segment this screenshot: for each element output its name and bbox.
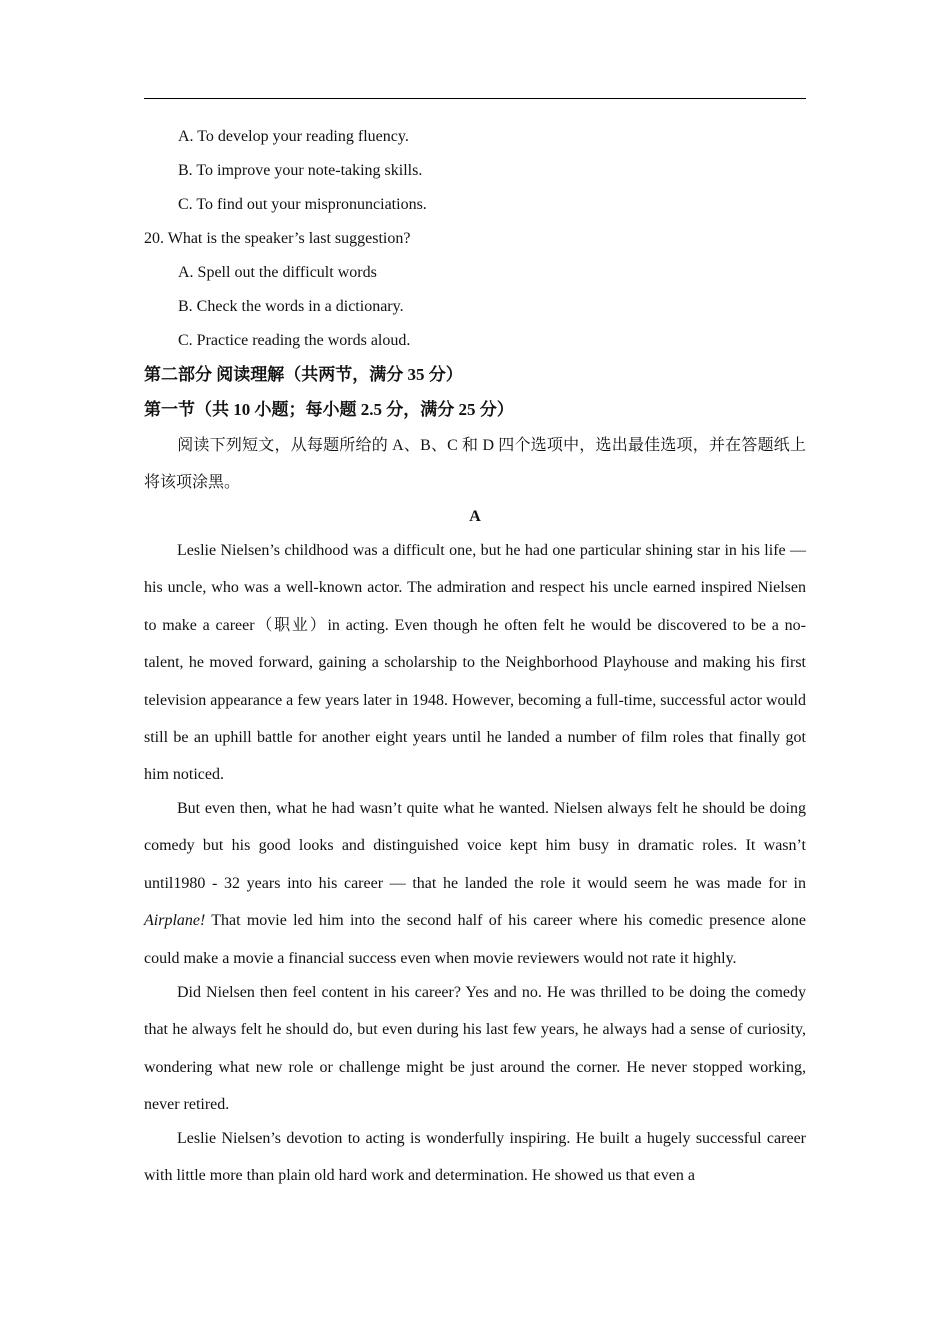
section1-title: 第一节（共 10 小题；每小题 2.5 分，满分 25 分） xyxy=(144,400,514,419)
header-rule xyxy=(144,98,806,99)
q20-option-b: B. Check the words in a dictionary. xyxy=(178,298,404,315)
paragraph-2-text-b: That movie led him into the second half of his career where his comedic presence alone could make a movie a financial success even when movie reviewers would not rate it highly. xyxy=(144,912,806,967)
q19-option-b: B. To improve your note-taking skills. xyxy=(178,162,423,179)
passage-paragraph-4 xyxy=(144,1120,806,1195)
paragraph-2-text-a: But even then, what he had wasn’t quite what he wanted. Nielsen always felt he should be doing comedy but his good looks and distinguished voice kept him busy in dramatic roles. It wasn’t until1980 - 32 years into his career — that he landed the role it would seem he was made for in xyxy=(144,800,806,892)
q19-option-c: C. To find out your mispronunciations. xyxy=(178,196,427,213)
paragraph-4-text: Leslie Nielsen’s devotion to acting is wonderfully inspiring. He built a hugely successful career with little more than plain old hard work and determination. He showed us that even a xyxy=(144,1130,806,1185)
part2-title: 第二部分 阅读理解（共两节，满分 35 分） xyxy=(144,365,463,384)
instruction-text: 阅读下列短文，从每题所给的 A、B、C 和 D 四个选项中，选出最佳选项，并在答题纸上将该项涂黑。 xyxy=(144,437,806,491)
paragraph-1-text: Leslie Nielsen’s childhood was a difficult one, but he had one particular shining star in his life — his uncle, who was a well-known actor. The admiration and respect his uncle earned inspired Nielsen to make a career（职业）in acting. Even though he often felt he would be discovered to be a no-talent, he moved forward, gaining a scholarship to the Neighborhood Playhouse and making his first television appearance a few years later in 1948. However, becoming a full-time, successful actor would still be an uphill battle for another eight years until he landed a number of film roles that finally got him noticed. xyxy=(144,542,806,784)
instruction-paragraph xyxy=(144,427,806,501)
passage-paragraph-3 xyxy=(144,974,806,1124)
passage-paragraph-1 xyxy=(144,532,806,794)
movie-title: Airplane! xyxy=(144,912,206,930)
passage-paragraph-2 xyxy=(144,790,806,977)
q20-option-c: C. Practice reading the words aloud. xyxy=(178,332,411,349)
q20-question: 20. What is the speaker’s last suggestion? xyxy=(144,230,411,247)
paragraph-3-text: Did Nielsen then feel content in his career? Yes and no. He was thrilled to be doing the comedy that he always felt he should do, but even during his last few years, he always had a sense of curiosity, wondering what new role or challenge might be just around the corner. He never stopped working, never retired. xyxy=(144,984,806,1114)
q20-option-a: A. Spell out the difficult words xyxy=(178,264,377,281)
passage-label: A xyxy=(469,508,481,525)
q19-option-a: A. To develop your reading fluency. xyxy=(178,128,409,145)
